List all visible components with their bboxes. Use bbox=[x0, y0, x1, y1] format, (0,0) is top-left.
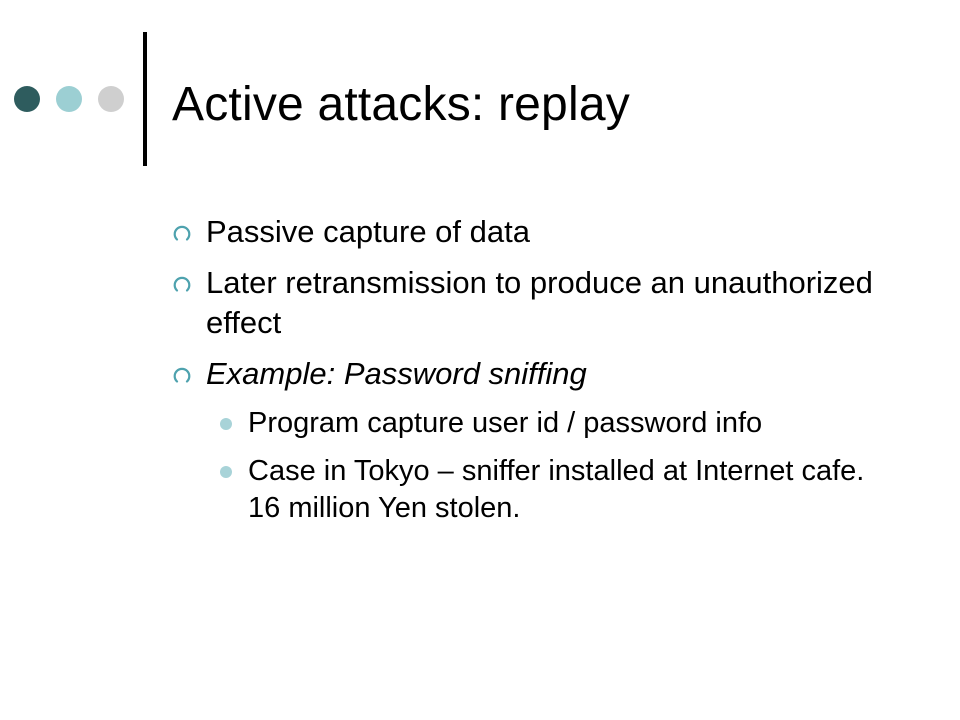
bullet-text: Passive capture of data bbox=[206, 214, 530, 249]
gray-dot-icon bbox=[98, 86, 124, 112]
bullet-item bbox=[172, 354, 892, 394]
slide-content bbox=[172, 212, 892, 538]
subbullet-text: Case in Tokyo – sniffer installed at Internet cafe. 16 million Yen stolen. bbox=[248, 455, 865, 524]
dark-teal-dot-icon bbox=[14, 86, 40, 112]
open-circle-bullet-icon bbox=[172, 365, 192, 385]
title-decoration-dots bbox=[14, 86, 124, 112]
subbullet-item bbox=[172, 453, 892, 527]
filled-dot-bullet-icon bbox=[220, 466, 232, 478]
subbullet-text: Program capture user id / password info bbox=[248, 407, 763, 439]
open-circle-bullet-icon bbox=[172, 274, 192, 294]
subbullet-item bbox=[172, 405, 892, 442]
filled-dot-bullet-icon bbox=[220, 418, 232, 430]
bullet-text: Example: Password sniffing bbox=[206, 356, 587, 391]
bullet-item bbox=[172, 212, 892, 252]
bullet-item bbox=[172, 263, 892, 343]
light-teal-dot-icon bbox=[56, 86, 82, 112]
bullet-text: Later retransmission to produce an unauthorized effect bbox=[206, 265, 873, 340]
open-circle-bullet-icon bbox=[172, 223, 192, 243]
title-vertical-rule bbox=[143, 32, 147, 166]
slide-title: Active attacks: replay bbox=[172, 78, 630, 131]
